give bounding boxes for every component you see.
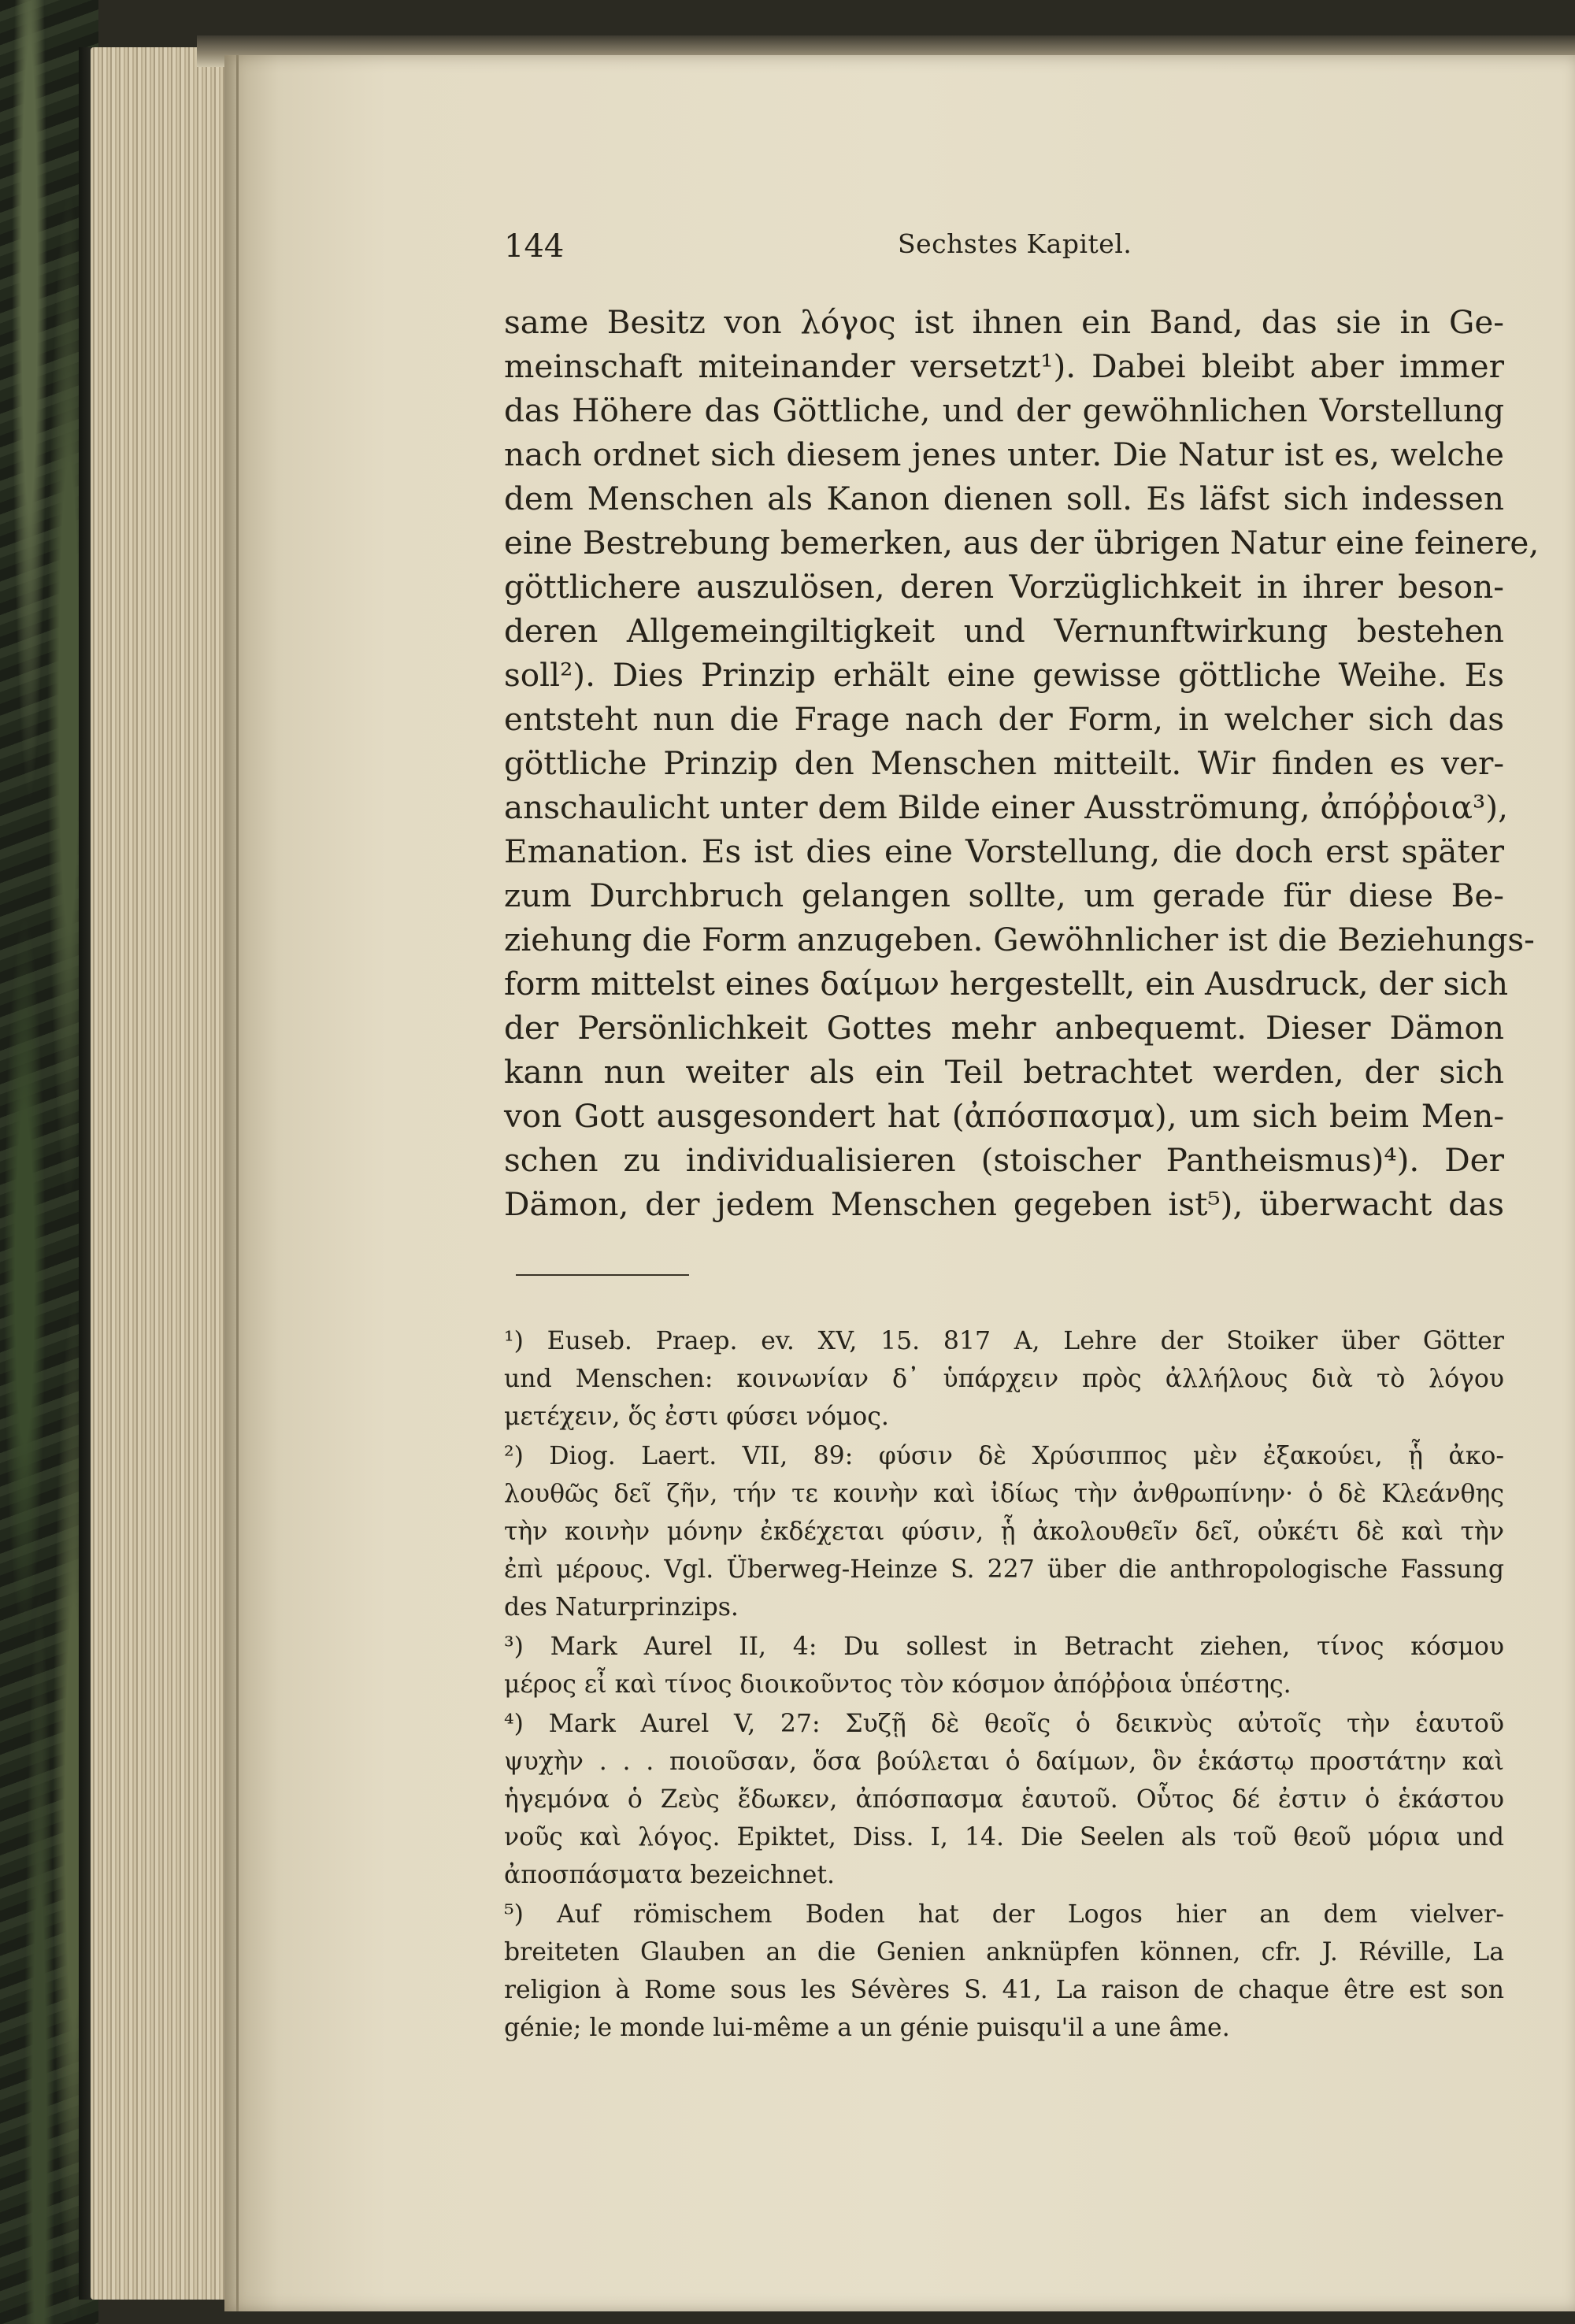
text-line: same Besitz von λόγος ist ihnen ein Band, das sie in Ge- bbox=[504, 303, 1504, 341]
text-line: meinschaft miteinander versetzt¹). Dabei bleibt aber immer bbox=[504, 347, 1504, 385]
text-line: Emanation. Es ist dies eine Vorstellung, die doch erst später bbox=[504, 832, 1504, 870]
page-number: 144 bbox=[504, 228, 565, 265]
footnote-1-line: μετέχειν, ὅς ἐστι φύσει νόμος. bbox=[504, 1403, 889, 1431]
footnote-5-line: ⁵) Auf römischem Boden hat der Logos hier an dem vielver- bbox=[504, 1900, 1504, 1929]
footnote-2-line: τὴν κοινὴν μόνην ἐκδέχεται φύσιν, ᾗ ἀκολουθεῖν δεῖ, οὐκέτι δὲ καὶ τὴν bbox=[504, 1518, 1504, 1546]
text-line: Dämon, der jedem Menschen gegeben ist⁵), überwacht das bbox=[504, 1185, 1504, 1223]
footnote-2-line: λουθῶς δεῖ ζῆν, τήν τε κοινὴν καὶ ἰδίως τὴν ἀνθρωπίνην· ὁ δὲ Κλεάνθης bbox=[504, 1480, 1504, 1508]
footnote-3-line: μέρος εἶ καὶ τίνος διοικοῦντος τὸν κόσμον ἀπόῤῥοια ὑπέστης. bbox=[504, 1670, 1292, 1699]
text-line: kann nun weiter als ein Teil betrachtet werden, der sich bbox=[504, 1053, 1504, 1091]
text-line: nach ordnet sich diesem jenes unter. Die Natur ist es, welche bbox=[504, 436, 1504, 473]
footnote-3-line: ³) Mark Aurel II, 4: Du sollest in Betracht ziehen, τίνος κόσμου bbox=[504, 1633, 1504, 1661]
text-line: der Persönlichkeit Gottes mehr anbequemt. Dieser Dämon bbox=[504, 1009, 1504, 1047]
footnote-1-line: und Menschen: κοινωνίαν δ᾽ ὑπάρχειν πρὸς ἀλλήλους διὰ τὸ λόγου bbox=[504, 1365, 1504, 1393]
footnote-2-line: des Naturprinzips. bbox=[504, 1593, 739, 1622]
footnote-5-line: religion à Rome sous les Sévères S. 41, La raison de chaque être est son bbox=[504, 1976, 1504, 2004]
text-line: form mittelst eines δαίμων hergestellt, ein Ausdruck, der sich bbox=[504, 965, 1509, 1003]
text-line: entsteht nun die Frage nach der Form, in welcher sich das bbox=[504, 700, 1504, 738]
footnote-rule bbox=[516, 1274, 689, 1276]
text-line: schen zu individualisieren (stoischer Pantheismus)⁴). Der bbox=[504, 1141, 1504, 1179]
text-line: dem Menschen als Kanon dienen soll. Es läfst sich indessen bbox=[504, 480, 1504, 517]
footnote-4-line: ψυχὴν . . . ποιοῦσαν, ὅσα βούλεται ὁ δαίμων, ὃν ἑκάστῳ προστάτην καὶ bbox=[504, 1748, 1504, 1776]
footnote-4-line: ἀποσπάσματα bezeichnet. bbox=[504, 1861, 836, 1889]
text-line: deren Allgemeingiltigkeit und Vernunftwirkung bestehen bbox=[504, 612, 1504, 650]
running-head: Sechstes Kapitel. bbox=[898, 228, 1132, 259]
footnote-2-line: ²) Diog. Laert. VII, 89: φύσιν δὲ Χρύσιππος μὲν ἐξακούει, ᾗ ἀκο- bbox=[504, 1442, 1504, 1470]
text-line: das Höhere das Göttliche, und der gewöhnlichen Vorstellung bbox=[504, 391, 1504, 429]
text-line: göttliche Prinzip den Menschen mitteilt. Wir finden es ver- bbox=[504, 744, 1504, 782]
footnote-4-line: ἡγεμόνα ὁ Ζεὺς ἔδωκεν, ἀπόσπασμα ἑαυτοῦ. Οὗτος δέ ἐστιν ὁ ἑκάστου bbox=[504, 1785, 1504, 1814]
text-line: eine Bestrebung bemerken, aus der übrigen Natur eine feinere, bbox=[504, 524, 1540, 562]
text-line: soll²). Dies Prinzip erhält eine gewisse göttliche Weihe. Es bbox=[504, 656, 1504, 694]
footnote-5-line: génie; le monde lui-même a un génie puisqu'il a une âme. bbox=[504, 2014, 1230, 2042]
footnote-4-line: νοῦς καὶ λόγος. Epiktet, Diss. I, 14. Die Seelen als τοῦ θεοῦ μόρια und bbox=[504, 1823, 1504, 1851]
footnote-1-line: ¹) Euseb. Praep. ev. XV, 15. 817 A, Lehre der Stoiker über Götter bbox=[504, 1327, 1504, 1355]
text-line: göttlichere auszulösen, deren Vorzüglichkeit in ihrer beson- bbox=[504, 568, 1504, 606]
footnote-2-line: ἐπὶ μέρους. Vgl. Überweg-Heinze S. 227 über die anthropologische Fassung bbox=[504, 1555, 1504, 1584]
footnote-4-line: ⁴) Mark Aurel V, 27: Συζῇ δὲ θεοῖς ὁ δεικνὺς αὐτοῖς τὴν ἑαυτοῦ bbox=[504, 1710, 1504, 1738]
text-line: zum Durchbruch gelangen sollte, um gerade für diese Be- bbox=[504, 877, 1504, 914]
footnote-5-line: breiteten Glauben an die Genien anknüpfen können, cfr. J. Réville, La bbox=[504, 1938, 1504, 1966]
text-line: anschaulicht unter dem Bilde einer Ausströmung, ἀπόῤῥοια³), bbox=[504, 788, 1508, 826]
text-line: ziehung die Form anzugeben. Gewöhnlicher ist die Beziehungs- bbox=[504, 921, 1535, 958]
text-line: von Gott ausgesondert hat (ἀπόσπασμα), um sich beim Men- bbox=[504, 1097, 1504, 1135]
page-gutter-line bbox=[236, 55, 239, 2311]
